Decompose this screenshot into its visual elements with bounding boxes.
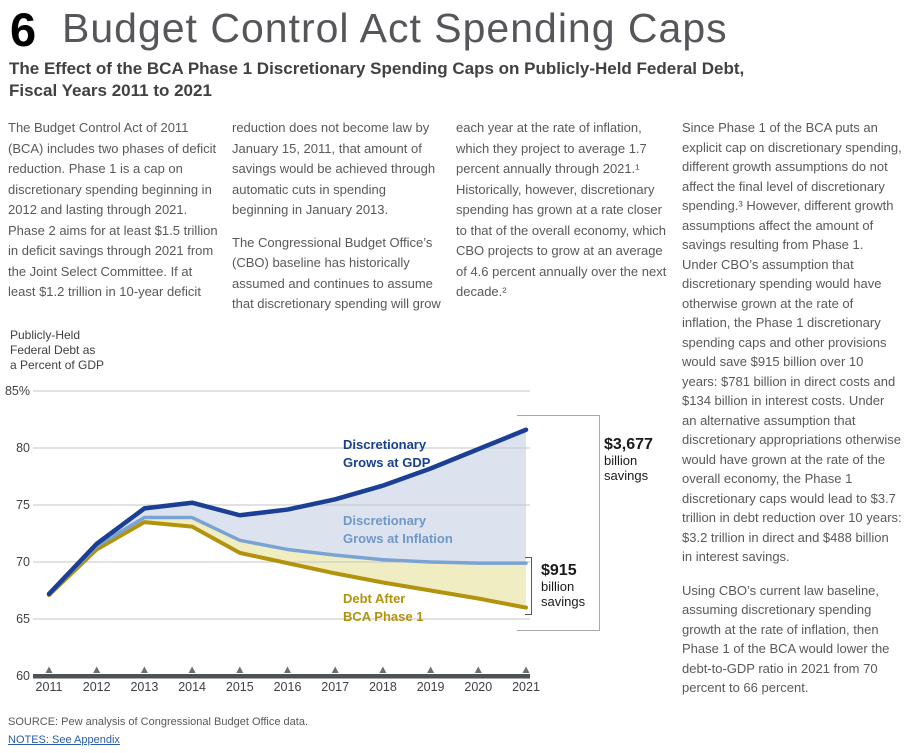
x-tick	[427, 667, 434, 674]
series-label-bca: Debt After BCA Phase 1	[343, 591, 424, 624]
paragraph: The Congressional Budget Office’s (CBO) baseline has historically assumed and continues to assume that discretionary spending will grow	[232, 234, 441, 311]
body-column-1	[8, 118, 220, 315]
x-tick	[475, 667, 482, 674]
x-axis	[33, 674, 530, 679]
x-tick-label: 2018	[368, 680, 397, 694]
chapter-number: 6	[10, 3, 37, 56]
y-tick-label: 85%	[4, 384, 30, 398]
series-label-inflation: Discretionary Grows at Inflation	[343, 513, 453, 546]
x-tick	[284, 667, 291, 674]
paragraph: The Budget Control Act of 2011 (BCA) includes two phases of deficit reduction. Phase 1 is a cap on discretionary spending beginning in 2012 and lasting through 2021. Phase 2 aims for at least $1.5 trillion in deficit savings through 2021 from the Joint Select Committee. If at least $1.2 trillion in 10-year deficit	[8, 120, 218, 299]
x-tick	[332, 667, 339, 674]
sidebar-paragraph: Since Phase 1 of the BCA puts an explicit cap on discretionary spending, different growth assumptions do not affect the final level of discretionary spending.³ However, different growth assumptions affect the amount of savings resulting from Phase 1. Under CBO’s assumption that discretionary spending would have otherwise grown at the rate of inflation, the Phase 1 discretionary spending caps and other provisions would save $915 billion over 10 years: $781 billion in direct costs and $134 billion in interest costs. Under an alternative assumption that discretionary appropriations otherwise would have grown at the rate of the overall economy, the Phase 1 discretionary caps would lead to $3.7 trillion in debt reduction over 10 years: $3.2 trillion in direct and $488 billion in interest savings.	[682, 120, 902, 564]
bca-savings-bracket	[525, 557, 532, 615]
x-tick	[93, 667, 100, 674]
x-tick-label: 2020	[464, 680, 493, 694]
y-axis-title-line: Publicly-Held	[10, 328, 81, 342]
x-tick	[236, 667, 243, 674]
x-tick-label: 2021	[512, 680, 540, 694]
x-tick-label: 2012	[82, 680, 111, 694]
x-tick	[46, 667, 53, 674]
sidebar-paragraph: Using CBO’s current law baseline, assuming discretionary spending growth at the rate of inflation, then Phase 1 of the BCA would lower the debt-to-GDP ratio in 2021 from 70 percent to 66 percent.	[682, 582, 890, 695]
body-column-3	[456, 118, 668, 315]
y-tick-label: 60	[16, 669, 30, 683]
body-column-2	[232, 118, 444, 327]
y-tick-label: 80	[16, 441, 30, 455]
x-tick	[379, 667, 386, 674]
x-tick	[523, 667, 530, 674]
y-axis-title-line: Federal Debt as	[10, 343, 96, 357]
annotation-total-savings: $3,677 billion savings	[604, 436, 653, 483]
x-tick-label: 2014	[178, 680, 207, 694]
x-tick	[189, 667, 196, 674]
x-tick-label: 2011	[35, 680, 63, 694]
x-tick-label: 2015	[225, 680, 254, 694]
sidebar-column	[682, 118, 902, 712]
source-note: SOURCE: Pew analysis of Congressional Budget Office data.	[8, 716, 309, 728]
y-tick-label: 70	[16, 555, 30, 569]
x-tick-label: 2013	[130, 680, 159, 694]
annotation-value: $3,677	[604, 436, 653, 453]
x-tick-label: 2016	[273, 680, 302, 694]
x-tick-label: 2017	[321, 680, 350, 694]
page-title: Budget Control Act Spending Caps	[62, 5, 728, 51]
paragraph: each year at the rate of inflation, which they project to average 1.7 percent annually through 2021.¹ Historically, however, discretionary spending has grown at a rate closer to that of the overall economy, which CBO projects to grow at an average of 4.6 percent annually over the next decade.²	[456, 120, 667, 299]
annotation-bca-savings: $915 billion savings	[541, 562, 586, 609]
y-tick-label: 65	[16, 612, 30, 626]
series-label-gdp: Discretionary Grows at GDP	[343, 437, 431, 470]
paragraph: reduction does not become law by January 15, 2011, that amount of savings would be achieved through automatic cuts in spending beginning in January 2013.	[232, 120, 436, 217]
x-tick	[141, 667, 148, 674]
y-axis-title-line: a Percent of GDP	[10, 358, 105, 372]
x-tick-label: 2019	[416, 680, 445, 694]
y-tick-label: 75	[16, 498, 30, 512]
notes-appendix-link[interactable]: NOTES: See Appendix	[8, 734, 120, 746]
annotation-value: $915	[541, 562, 577, 579]
figure-subtitle: The Effect of the BCA Phase 1 Discretionary Spending Caps on Publicly-Held Federal Debt, Fiscal Years 2011 to 2021	[9, 59, 745, 100]
